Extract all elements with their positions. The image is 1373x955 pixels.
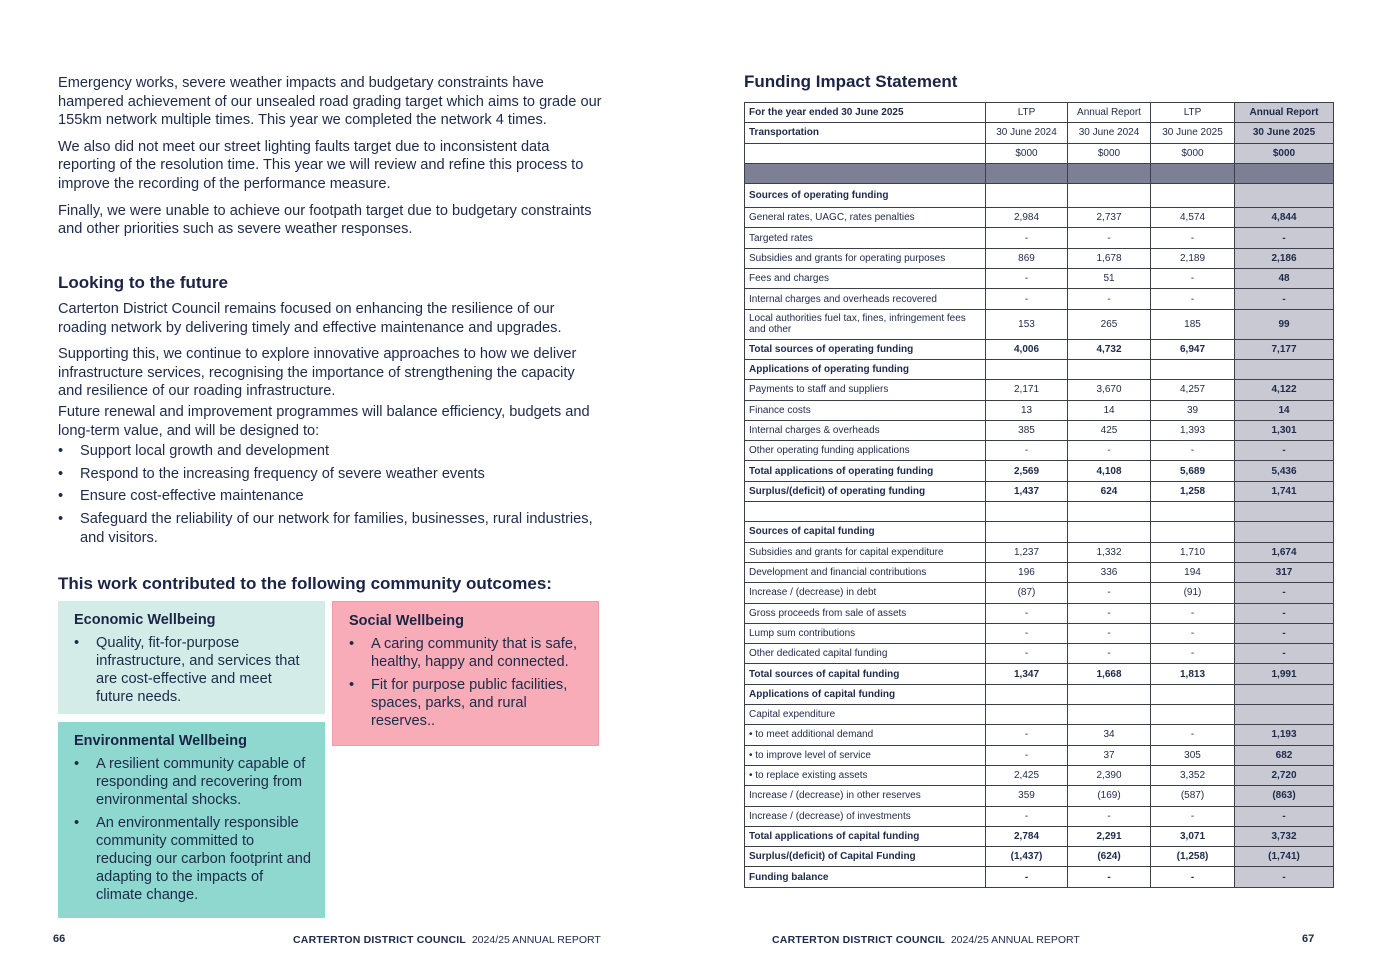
value-cell	[1235, 705, 1334, 725]
table-row	[745, 745, 1334, 765]
value-cell: -	[1151, 806, 1235, 826]
row-label: Other dedicated capital funding	[745, 644, 986, 664]
band-cell	[986, 163, 1068, 183]
value-cell: 1,301	[1235, 420, 1334, 440]
future-heading: Looking to the future	[58, 273, 228, 292]
value-cell: 4,257	[1151, 380, 1235, 400]
row-label: • to improve level of service	[745, 745, 986, 765]
value-cell: (1,258)	[1151, 847, 1235, 867]
value-cell	[1068, 684, 1151, 704]
value-cell: -	[1151, 725, 1235, 745]
value-cell: 624	[1068, 481, 1151, 501]
value-cell: 1,393	[1151, 420, 1235, 440]
row-label: Fees and charges	[745, 269, 986, 289]
row-label: Total applications of operating funding	[745, 461, 986, 481]
table-row	[745, 248, 1334, 268]
value-cell: -	[986, 644, 1068, 664]
table-header-row	[745, 123, 1334, 143]
paragraph: Finally, we were unable to achieve our footpath target due to budgetary constraints and other priorities such as severe weather responses.	[58, 202, 592, 238]
value-cell: 2,171	[986, 380, 1068, 400]
row-label: Sources of operating funding	[745, 184, 986, 208]
value-cell: 336	[1068, 562, 1151, 582]
row-label: Targeted rates	[745, 228, 986, 248]
table-row	[745, 481, 1334, 501]
row-label: Internal charges and overheads recovered	[745, 289, 986, 309]
value-cell	[1068, 705, 1151, 725]
statement-title: Funding Impact Statement	[744, 72, 958, 91]
value-cell	[1068, 502, 1151, 522]
value-cell: -	[1235, 644, 1334, 664]
row-label: Lump sum contributions	[745, 623, 986, 643]
value-cell: 2,720	[1235, 765, 1334, 785]
value-cell	[1151, 522, 1235, 542]
value-cell: 425	[1068, 420, 1151, 440]
value-cell: 3,352	[1151, 765, 1235, 785]
value-cell: 196	[986, 562, 1068, 582]
paragraph: We also did not meet our street lighting faults target due to inconsistent data reporting of the resolution time. This year we will review and refine this process to improve the recording of the performance measure.	[58, 138, 584, 192]
footer-report: 2024/25 ANNUAL REPORT	[950, 934, 1080, 946]
table-row	[745, 339, 1334, 359]
value-cell: 385	[986, 420, 1068, 440]
table-row	[745, 562, 1334, 582]
value-cell	[1151, 705, 1235, 725]
value-cell: (863)	[1235, 786, 1334, 806]
table-row	[745, 806, 1334, 826]
value-cell	[986, 184, 1068, 208]
value-cell: 5,436	[1235, 461, 1334, 481]
value-cell: -	[986, 806, 1068, 826]
value-cell: -	[1151, 228, 1235, 248]
value-cell: -	[1151, 289, 1235, 309]
list-item: • Safeguard the reliability of our network for families, businesses, rural industries, and visitors.	[58, 510, 603, 547]
row-label: Increase / (decrease) of investments	[745, 806, 986, 826]
value-cell: 1,437	[986, 481, 1068, 501]
table-row	[745, 705, 1334, 725]
value-cell	[1235, 359, 1334, 379]
header-cell: 30 June 2024	[1068, 123, 1151, 143]
outcomes-heading: This work contributed to the following community outcomes:	[58, 574, 552, 593]
table-header-row	[745, 143, 1334, 163]
box-title: Social Wellbeing	[349, 613, 464, 629]
value-cell: 1,678	[1068, 248, 1151, 268]
economic-wellbeing-box	[58, 601, 325, 714]
value-cell: 2,569	[986, 461, 1068, 481]
table-row	[745, 400, 1334, 420]
value-cell: 34	[1068, 725, 1151, 745]
value-cell	[1235, 684, 1334, 704]
value-cell: (169)	[1068, 786, 1151, 806]
list-item: • An environmentally responsible community committed to reducing our carbon footprint and adapting to the impacts of climate change.	[74, 814, 313, 904]
row-label: Capital expenditure	[745, 705, 986, 725]
value-cell: 1,258	[1151, 481, 1235, 501]
value-cell: -	[986, 441, 1068, 461]
header-cell: $000	[986, 143, 1068, 163]
footer	[772, 934, 1080, 946]
row-label: Subsidies and grants for capital expenditure	[745, 542, 986, 562]
value-cell: -	[1151, 623, 1235, 643]
value-cell: (1,741)	[1235, 847, 1334, 867]
value-cell: -	[1068, 867, 1151, 887]
environmental-wellbeing-box	[58, 722, 325, 918]
table-row	[745, 420, 1334, 440]
table-row	[745, 826, 1334, 846]
page-number: 66	[53, 933, 66, 945]
value-cell: 99	[1235, 309, 1334, 339]
row-label	[745, 502, 986, 522]
value-cell: 2,291	[1068, 826, 1151, 846]
value-cell: -	[986, 623, 1068, 643]
header-cell: 30 June 2025	[1151, 123, 1235, 143]
value-cell: 153	[986, 309, 1068, 339]
row-label: • to replace existing assets	[745, 765, 986, 785]
value-cell: -	[1235, 583, 1334, 603]
value-cell: 6,947	[1151, 339, 1235, 359]
table-row	[745, 603, 1334, 623]
value-cell: -	[986, 603, 1068, 623]
value-cell	[1235, 522, 1334, 542]
band-cell	[1151, 163, 1235, 183]
value-cell: 51	[1068, 269, 1151, 289]
table-row	[745, 441, 1334, 461]
value-cell: 265	[1068, 309, 1151, 339]
value-cell: -	[1068, 603, 1151, 623]
page-number: 67	[1302, 933, 1315, 945]
table-row	[745, 522, 1334, 542]
value-cell	[986, 684, 1068, 704]
row-label: Internal charges & overheads	[745, 420, 986, 440]
table-row	[745, 502, 1334, 522]
row-label: Increase / (decrease) in debt	[745, 583, 986, 603]
left-page	[0, 0, 686, 955]
table-row	[745, 867, 1334, 887]
row-label: Gross proceeds from sale of assets	[745, 603, 986, 623]
value-cell: 4,732	[1068, 339, 1151, 359]
value-cell: 13	[986, 400, 1068, 420]
list-item: • Ensure cost-effective maintenance	[58, 487, 603, 506]
value-cell: 5,689	[1151, 461, 1235, 481]
value-cell	[986, 502, 1068, 522]
value-cell: 1,741	[1235, 481, 1334, 501]
value-cell	[986, 705, 1068, 725]
value-cell: -	[1068, 623, 1151, 643]
value-cell: (87)	[986, 583, 1068, 603]
band-cell	[1235, 163, 1334, 183]
table-row	[745, 684, 1334, 704]
row-label: Total applications of capital funding	[745, 826, 986, 846]
value-cell: 1,193	[1235, 725, 1334, 745]
paragraph: Supporting this, we continue to explore innovative approaches to how we deliver infrastructure services, recognising the importance of strengthening the capacity and resilience of our roading infrastructure.	[58, 346, 577, 400]
future-bullet-list	[58, 442, 603, 547]
value-cell: 305	[1151, 745, 1235, 765]
header-cell: Annual Report	[1235, 103, 1334, 123]
value-cell: 4,122	[1235, 380, 1334, 400]
value-cell: 359	[986, 786, 1068, 806]
value-cell	[1068, 359, 1151, 379]
header-cell: Annual Report	[1068, 103, 1151, 123]
value-cell	[1151, 684, 1235, 704]
paragraph: Carterton District Council remains focused on enhancing the resilience of our roading network by delivering timely and effective maintenance and upgrades.	[58, 301, 562, 336]
value-cell: -	[1151, 603, 1235, 623]
value-cell	[986, 522, 1068, 542]
value-cell: -	[1068, 644, 1151, 664]
table-row	[745, 847, 1334, 867]
value-cell: -	[986, 269, 1068, 289]
header-cell: LTP	[1151, 103, 1235, 123]
value-cell: -	[1235, 806, 1334, 826]
value-cell: 4,006	[986, 339, 1068, 359]
value-cell: -	[1151, 644, 1235, 664]
value-cell: -	[1235, 623, 1334, 643]
value-cell: -	[1151, 269, 1235, 289]
value-cell: 185	[1151, 309, 1235, 339]
table-row	[745, 228, 1334, 248]
value-cell	[986, 359, 1068, 379]
list-item: • Quality, fit-for-purpose infrastructure, and services that are cost-effective and meet future needs.	[74, 634, 313, 706]
row-label: Increase / (decrease) in other reserves	[745, 786, 986, 806]
value-cell: -	[1235, 441, 1334, 461]
table-row	[745, 786, 1334, 806]
table-row	[745, 380, 1334, 400]
header-cell: $000	[1068, 143, 1151, 163]
value-cell: (91)	[1151, 583, 1235, 603]
value-cell: -	[1068, 806, 1151, 826]
table-row	[745, 184, 1334, 208]
value-cell: 1,668	[1068, 664, 1151, 684]
band-cell	[1068, 163, 1151, 183]
social-wellbeing-box	[332, 601, 599, 746]
value-cell: 37	[1068, 745, 1151, 765]
table-band-row	[745, 163, 1334, 183]
value-cell: 869	[986, 248, 1068, 268]
table-row	[745, 664, 1334, 684]
value-cell: (587)	[1151, 786, 1235, 806]
table-row	[745, 623, 1334, 643]
value-cell: 4,844	[1235, 208, 1334, 228]
row-label: Applications of operating funding	[745, 359, 986, 379]
table-row	[745, 208, 1334, 228]
value-cell: -	[1151, 441, 1235, 461]
value-cell: 1,991	[1235, 664, 1334, 684]
row-label: Development and financial contributions	[745, 562, 986, 582]
value-cell: -	[1068, 441, 1151, 461]
value-cell	[1068, 522, 1151, 542]
intro-text	[58, 74, 603, 247]
band-cell	[745, 163, 986, 183]
paragraph: Emergency works, severe weather impacts and budgetary constraints have hampered achievement of our unsealed road grading target which aims to grade our 155km network multiple times. This year we completed the network 4 times.	[58, 75, 602, 129]
value-cell: 682	[1235, 745, 1334, 765]
table-row	[745, 359, 1334, 379]
table-row	[745, 461, 1334, 481]
value-cell: 1,710	[1151, 542, 1235, 562]
paragraph: Future renewal and improvement programmes will balance efficiency, budgets and long-term value, and will be designed to:	[58, 403, 590, 439]
row-label: Finance costs	[745, 400, 986, 420]
value-cell: 3,071	[1151, 826, 1235, 846]
value-cell: -	[1151, 867, 1235, 887]
row-label: Subsidies and grants for operating purposes	[745, 248, 986, 268]
table-row	[745, 309, 1334, 339]
value-cell	[1151, 502, 1235, 522]
value-cell: 317	[1235, 562, 1334, 582]
row-label: Total sources of operating funding	[745, 339, 986, 359]
row-label: Other operating funding applications	[745, 441, 986, 461]
value-cell	[1235, 502, 1334, 522]
value-cell: 3,732	[1235, 826, 1334, 846]
value-cell: 14	[1068, 400, 1151, 420]
row-label: • to meet additional demand	[745, 725, 986, 745]
row-label: Funding balance	[745, 867, 986, 887]
table-row	[745, 583, 1334, 603]
value-cell: 2,186	[1235, 248, 1334, 268]
value-cell: 1,347	[986, 664, 1068, 684]
value-cell: 7,177	[1235, 339, 1334, 359]
header-cell: For the year ended 30 June 2025	[745, 103, 986, 123]
value-cell: 2,425	[986, 765, 1068, 785]
table-row	[745, 644, 1334, 664]
header-cell: Transportation	[745, 123, 986, 143]
value-cell: -	[986, 228, 1068, 248]
value-cell: -	[986, 867, 1068, 887]
header-cell: LTP	[986, 103, 1068, 123]
value-cell	[1151, 359, 1235, 379]
header-cell: $000	[1235, 143, 1334, 163]
value-cell: -	[1068, 583, 1151, 603]
value-cell: -	[1235, 867, 1334, 887]
future-text	[58, 300, 603, 551]
value-cell	[1235, 184, 1334, 208]
value-cell: -	[1235, 228, 1334, 248]
value-cell: 2,189	[1151, 248, 1235, 268]
row-label: Local authorities fuel tax, fines, infringement fees and other	[745, 309, 986, 339]
value-cell: 194	[1151, 562, 1235, 582]
value-cell: 48	[1235, 269, 1334, 289]
row-label: Applications of capital funding	[745, 684, 986, 704]
box-title: Environmental Wellbeing	[74, 733, 247, 749]
value-cell: 4,574	[1151, 208, 1235, 228]
table-row	[745, 725, 1334, 745]
value-cell: -	[1068, 289, 1151, 309]
value-cell: -	[986, 725, 1068, 745]
footer-org: CARTERTON DISTRICT COUNCIL	[772, 934, 945, 946]
value-cell: -	[1235, 603, 1334, 623]
list-item: • Support local growth and development	[58, 442, 603, 461]
value-cell: -	[986, 289, 1068, 309]
right-page	[686, 0, 1373, 955]
footer-report: 2024/25 ANNUAL REPORT	[471, 934, 601, 946]
list-item: • Respond to the increasing frequency of severe weather events	[58, 465, 603, 484]
table-row	[745, 765, 1334, 785]
row-label: General rates, UAGC, rates penalties	[745, 208, 986, 228]
value-cell: 2,784	[986, 826, 1068, 846]
value-cell: 1,674	[1235, 542, 1334, 562]
list-item: • A caring community that is safe, healthy, happy and connected.	[349, 635, 586, 671]
row-label: Total sources of capital funding	[745, 664, 986, 684]
row-label: Sources of capital funding	[745, 522, 986, 542]
list-item: • Fit for purpose public facilities, spaces, parks, and rural reserves..	[349, 676, 586, 730]
value-cell: 2,737	[1068, 208, 1151, 228]
value-cell: -	[1068, 228, 1151, 248]
value-cell: 1,237	[986, 542, 1068, 562]
header-cell	[745, 143, 986, 163]
value-cell: 14	[1235, 400, 1334, 420]
value-cell: (624)	[1068, 847, 1151, 867]
value-cell: -	[1235, 289, 1334, 309]
table-row	[745, 542, 1334, 562]
value-cell: 1,332	[1068, 542, 1151, 562]
table-header-row	[745, 103, 1334, 123]
value-cell	[1068, 184, 1151, 208]
value-cell: (1,437)	[986, 847, 1068, 867]
header-cell: $000	[1151, 143, 1235, 163]
table-row	[745, 289, 1334, 309]
value-cell: 3,670	[1068, 380, 1151, 400]
footer-org: CARTERTON DISTRICT COUNCIL	[293, 934, 466, 946]
header-cell: 30 June 2024	[986, 123, 1068, 143]
list-item: • A resilient community capable of responding and recovering from environmental shocks.	[74, 755, 313, 809]
header-cell: 30 June 2025	[1235, 123, 1334, 143]
funding-impact-table	[744, 102, 1334, 888]
row-label: Surplus/(deficit) of operating funding	[745, 481, 986, 501]
footer	[293, 934, 601, 946]
value-cell: 4,108	[1068, 461, 1151, 481]
value-cell: 2,984	[986, 208, 1068, 228]
value-cell: 39	[1151, 400, 1235, 420]
value-cell: 1,813	[1151, 664, 1235, 684]
row-label: Surplus/(deficit) of Capital Funding	[745, 847, 986, 867]
box-title: Economic Wellbeing	[74, 612, 216, 628]
row-label: Payments to staff and suppliers	[745, 380, 986, 400]
value-cell	[1151, 184, 1235, 208]
value-cell: -	[986, 745, 1068, 765]
table-row	[745, 269, 1334, 289]
value-cell: 2,390	[1068, 765, 1151, 785]
